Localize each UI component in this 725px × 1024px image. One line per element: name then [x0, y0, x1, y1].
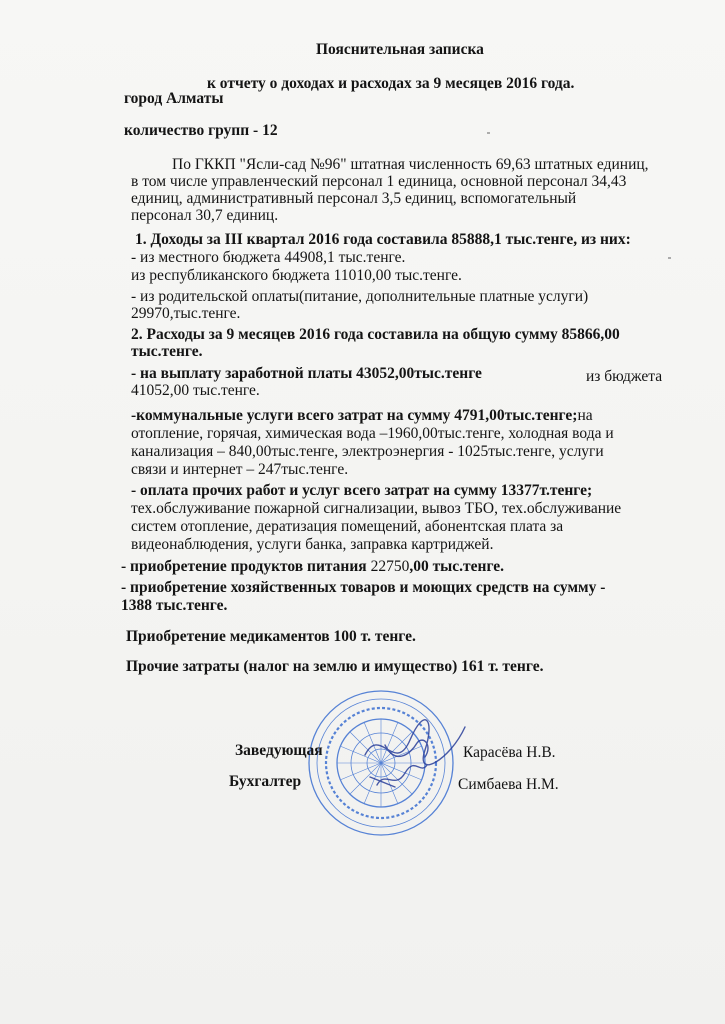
- head-name: Карасёва Н.В.: [463, 744, 556, 761]
- other-works-line-4: видеонаблюдения, услуги банка, заправка картриджей.: [131, 536, 494, 553]
- other-works-heading: - оплата прочих работ и услуг всего затрат на сумму 13377т.тенге;: [131, 482, 593, 499]
- utilities-line-1: [131, 406, 593, 425]
- expenses-heading-line-2: тыс.тенге.: [131, 343, 203, 360]
- household-line-1: - приобретение хозяйственных товаров и моющих средств на сумму -: [121, 579, 606, 596]
- income-parents-line-1: - из родительской оплаты(питание, дополнительные платные услуги): [131, 288, 589, 305]
- other-works-line-3: систем отопление, дератизация помещений, абонентская плата за: [131, 518, 564, 535]
- signature-scribble: [355, 715, 475, 795]
- utilities-line-2: отопление, горячая, химическая вода –1960,00тыс.тенге, холодная вода и: [131, 425, 614, 442]
- salary-line: - на выплату заработной платы 43052,00тыс.тенге: [131, 365, 482, 382]
- other-expenses-line: Прочие затраты (налог на землю и имущество) 161 т. тенге.: [126, 658, 544, 675]
- document-title: Пояснительная записка: [316, 41, 484, 58]
- income-republic: из республиканского бюджета 11010,00 тыс.тенге.: [131, 267, 462, 284]
- medicine-line: Приобретение медикаментов 100 т. тенге.: [126, 628, 416, 645]
- intro-line-4: персонал 30,7 единиц.: [131, 207, 279, 224]
- utilities-heading: -коммунальные услуги всего затрат на сумму 4791,00тыс.тенге;: [131, 407, 578, 424]
- scan-speck: [487, 132, 490, 134]
- household-line-2: 1388 тыс.тенге.: [121, 597, 228, 614]
- income-local: - из местного бюджета 44908,1 тыс.тенге.: [131, 249, 406, 266]
- accountant-role: Бухгалтер: [229, 773, 302, 790]
- utilities-line-3: канализация – 840,00тыс.тенге, электроэнергия - 1025тыс.тенге, услуги: [131, 443, 604, 460]
- intro-line-3: единиц, административный персонал 3,5 единиц, вспомогательный: [131, 190, 577, 207]
- food-label: - приобретение продуктов питания: [121, 558, 371, 575]
- intro-line-2: в том числе управленческий персонал 1 единица, основной персонал 34,43: [131, 173, 627, 190]
- utilities-tail: на: [577, 407, 593, 424]
- expenses-heading-line-1: 2. Расходы за 9 месяцев 2016 года составила на общую сумму 85866,00: [131, 326, 620, 343]
- income-heading: 1. Доходы за III квартал 2016 года составила 85888,1 тыс.тенге, из них:: [135, 231, 631, 248]
- city-label: город Алматы: [124, 90, 224, 107]
- food-tail: ,00 тыс.тенге.: [409, 558, 505, 575]
- food-amount: 22750: [370, 558, 410, 575]
- utilities-line-4: связи и интернет – 247тыс.тенге.: [131, 461, 349, 478]
- food-line: [121, 557, 504, 576]
- signature-graphic: [365, 720, 465, 787]
- scan-speck: [668, 257, 671, 259]
- head-role: Заведующая: [235, 742, 323, 759]
- groups-count: количество групп - 12: [124, 122, 278, 139]
- salary-budget-amount: 41052,00 тыс.тенге.: [131, 382, 260, 399]
- other-works-line-2: тех.обслуживание пожарной сигнализации, вывоз ТБО, тех.обслуживание: [131, 500, 622, 517]
- salary-budget-label: из бюджета: [586, 368, 663, 385]
- income-parents-line-2: 29970,тыс.тенге.: [131, 305, 241, 322]
- document-subtitle: к отчету о доходах и расходах за 9 месяцев 2016 года.: [207, 75, 575, 92]
- accountant-name: Симбаева Н.М.: [458, 776, 559, 793]
- intro-line-1: По ГККП "Ясли-сад №96" штатная численность 69,63 штатных единиц,: [172, 156, 649, 173]
